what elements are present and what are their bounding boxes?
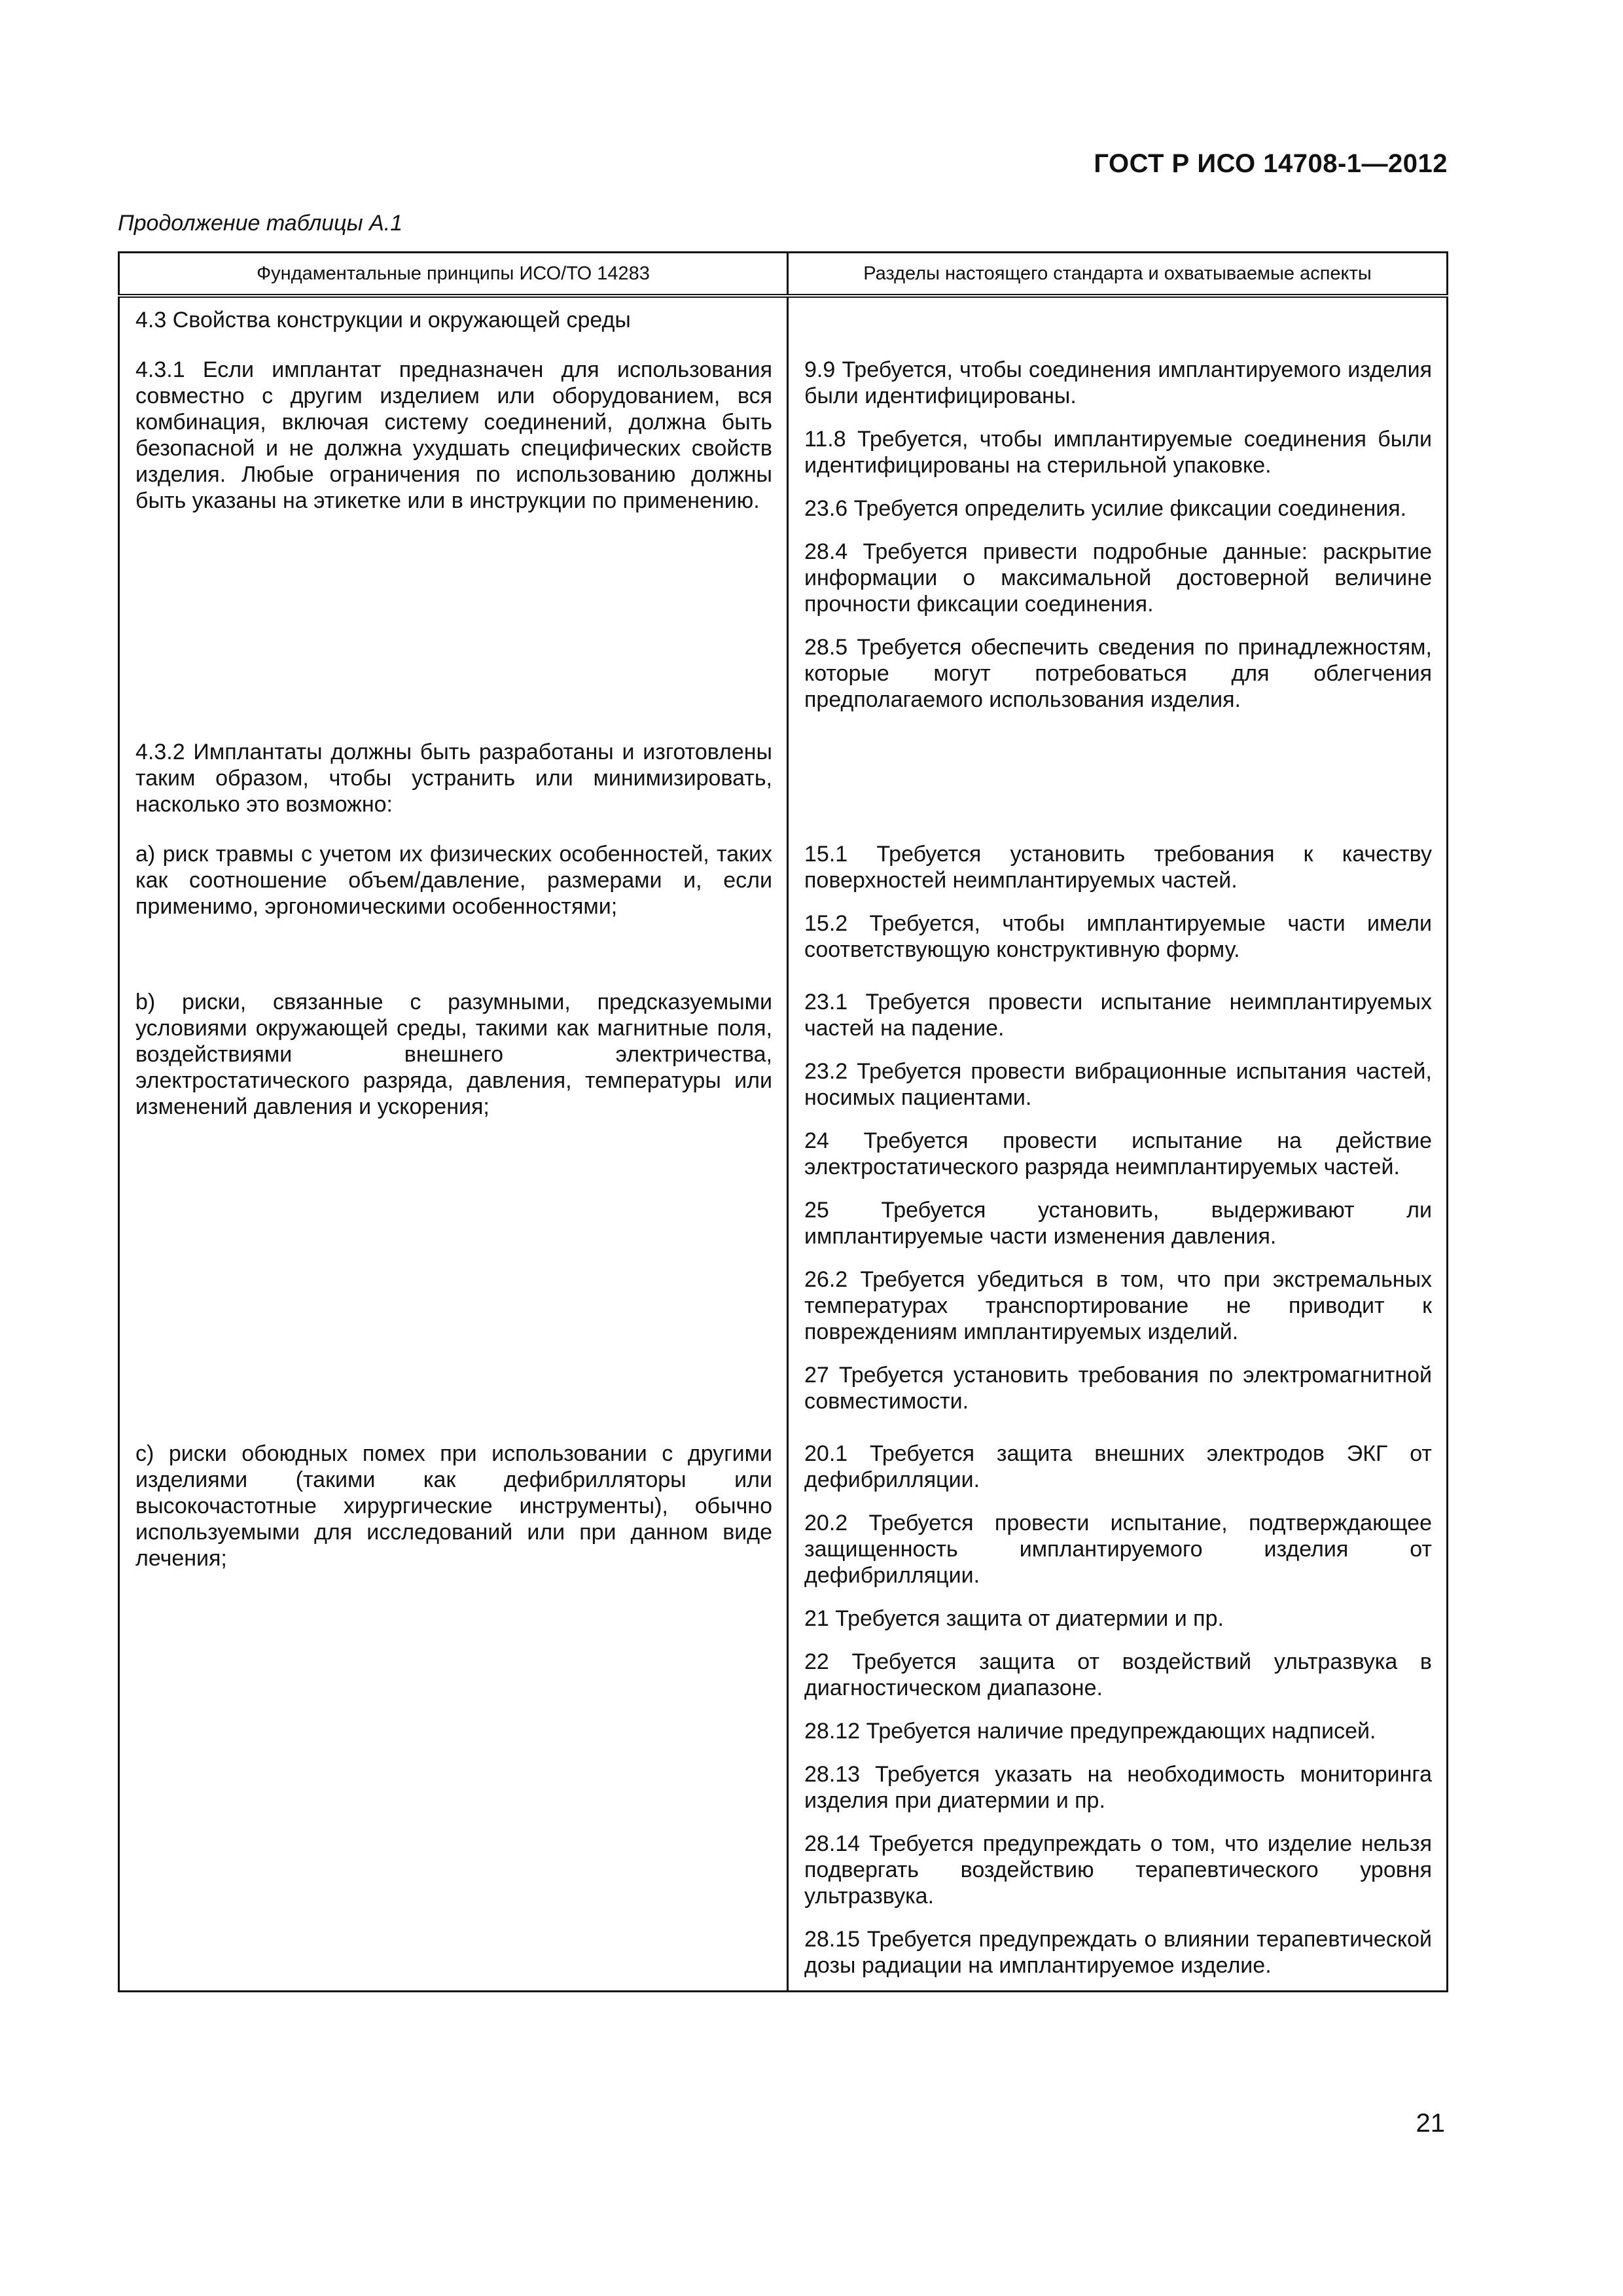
section-requirement: 28.15 Требуется предупреждать о влиянии терапевтической дозы радиации на имплантируемое изделие. bbox=[804, 1927, 1432, 1978]
sections-cell bbox=[788, 296, 1448, 354]
section-requirement: 20.1 Требуется защита внешних электродов ЭКГ от дефибрилляции. bbox=[804, 1441, 1432, 1492]
document-standard-header: ГОСТ Р ИСО 14708-1—2012 bbox=[1094, 149, 1448, 178]
principle-text: a) риск травмы с учетом их физических особенностей, таких как соотношение объем/давление, размерами и, если применимо, эргономическими особенностями; bbox=[135, 842, 772, 919]
section-requirement: 28.13 Требуется указать на необходимость мониторинга изделия при диатермии и пр. bbox=[804, 1762, 1432, 1813]
section-requirement: 20.2 Требуется провести испытание, подтверждающее защищенность имплантируемого изделия от дефибрилляции. bbox=[804, 1511, 1432, 1588]
section-requirement: 23.1 Требуется провести испытание неимплантируемых частей на падение. bbox=[804, 990, 1432, 1041]
principle-cell bbox=[119, 354, 788, 736]
section-requirement: 23.2 Требуется провести вибрационные испытания частей, носимых пациентами. bbox=[804, 1059, 1432, 1110]
section-requirement: 22 Требуется защита от воздействий ультразвука в диагностическом диапазоне. bbox=[804, 1649, 1432, 1700]
sections-cell bbox=[788, 838, 1448, 986]
table-row bbox=[119, 354, 1448, 736]
section-requirement: 11.8 Требуется, чтобы имплантируемые соединения были идентифицированы на стерильной упаковке. bbox=[804, 427, 1432, 478]
table-row bbox=[119, 1438, 1448, 1992]
sections-cell bbox=[788, 1438, 1448, 1992]
column-header-principles: Фундаментальные принципы ИСО/ТО 14283 bbox=[119, 253, 788, 296]
section-requirement: 15.1 Требуется установить требования к качеству поверхностей неимплантируемых частей. bbox=[804, 842, 1432, 893]
principle-cell bbox=[119, 736, 788, 838]
section-requirement: 28.5 Требуется обеспечить сведения по принадлежностям, которые могут потребоваться для облегчения предполагаемого использования изделия. bbox=[804, 635, 1432, 712]
table-header-row bbox=[119, 253, 1448, 296]
principle-text: 4.3.1 Если имплантат предназначен для использования совместно с другим изделием или оборудованием, вся комбинация, включая систему соединений, должна быть безопасной и не должна ухудшать специфических свойств изделия. Любые ограничения по использованию должны быть указаны на этикетке или в инструкции по применению. bbox=[135, 357, 772, 513]
section-requirement: 28.14 Требуется предупреждать о том, что изделие нельзя подвергать воздействию терапевтического уровня ультразвука. bbox=[804, 1831, 1432, 1909]
principle-text: c) риски обоюдных помех при использовании с другими изделиями (такими как дефибрилляторы или высокочастотные хирургические инструменты), обычно используемыми для исследований или при данном виде лечения; bbox=[135, 1441, 772, 1571]
section-requirement: 24 Требуется провести испытание на действие электростатического разряда неимплантируемых частей. bbox=[804, 1128, 1432, 1179]
principle-text: b) риски, связанные с разумными, предсказуемыми условиями окружающей среды, такими как магнитные поля, воздействиями внешнего электричества, электростатического разряда, давления, температуры или изменений давления и ускорения; bbox=[135, 990, 772, 1119]
principle-cell bbox=[119, 1438, 788, 1992]
table-row bbox=[119, 296, 1448, 354]
section-requirement: 23.6 Требуется определить усилие фиксации соединения. bbox=[804, 496, 1407, 521]
section-requirement: 28.4 Требуется привести подробные данные: раскрытие информации о максимальной достоверной величине прочности фиксации соединения. bbox=[804, 539, 1432, 617]
table-row bbox=[119, 986, 1448, 1438]
requirements-table bbox=[118, 251, 1448, 1992]
principle-cell bbox=[119, 838, 788, 986]
table-row bbox=[119, 838, 1448, 986]
table-caption: Продолжение таблицы А.1 bbox=[118, 211, 403, 236]
page-number: 21 bbox=[1416, 2109, 1445, 2138]
principle-text: 4.3 Свойства конструкции и окружающей среды bbox=[135, 308, 631, 332]
section-requirement: 28.12 Требуется наличие предупреждающих надписей. bbox=[804, 1719, 1376, 1744]
section-requirement: 9.9 Требуется, чтобы соединения имплантируемого изделия были идентифицированы. bbox=[804, 357, 1432, 408]
section-requirement: 25 Требуется установить, выдерживают ли имплантируемые части изменения давления. bbox=[804, 1198, 1432, 1249]
table-row bbox=[119, 736, 1448, 838]
section-requirement: 27 Требуется установить требования по электромагнитной совместимости. bbox=[804, 1363, 1432, 1414]
principle-cell bbox=[119, 296, 788, 354]
section-requirement: 21 Требуется защита от диатермии и пр. bbox=[804, 1606, 1224, 1631]
sections-cell bbox=[788, 986, 1448, 1438]
column-header-sections: Разделы настоящего стандарта и охватываемые аспекты bbox=[788, 253, 1448, 296]
section-requirement: 15.2 Требуется, чтобы имплантируемые части имели соответствующую конструктивную форму. bbox=[804, 911, 1432, 962]
sections-cell bbox=[788, 736, 1448, 838]
principle-text: 4.3.2 Имплантаты должны быть разработаны и изготовлены таким образом, чтобы устранить или минимизировать, насколько это возможно: bbox=[135, 740, 772, 817]
section-requirement: 26.2 Требуется убедиться в том, что при экстремальных температурах транспортирование не приводит к повреждениям имплантируемых изделий. bbox=[804, 1267, 1432, 1344]
principle-cell bbox=[119, 986, 788, 1438]
sections-cell bbox=[788, 354, 1448, 736]
